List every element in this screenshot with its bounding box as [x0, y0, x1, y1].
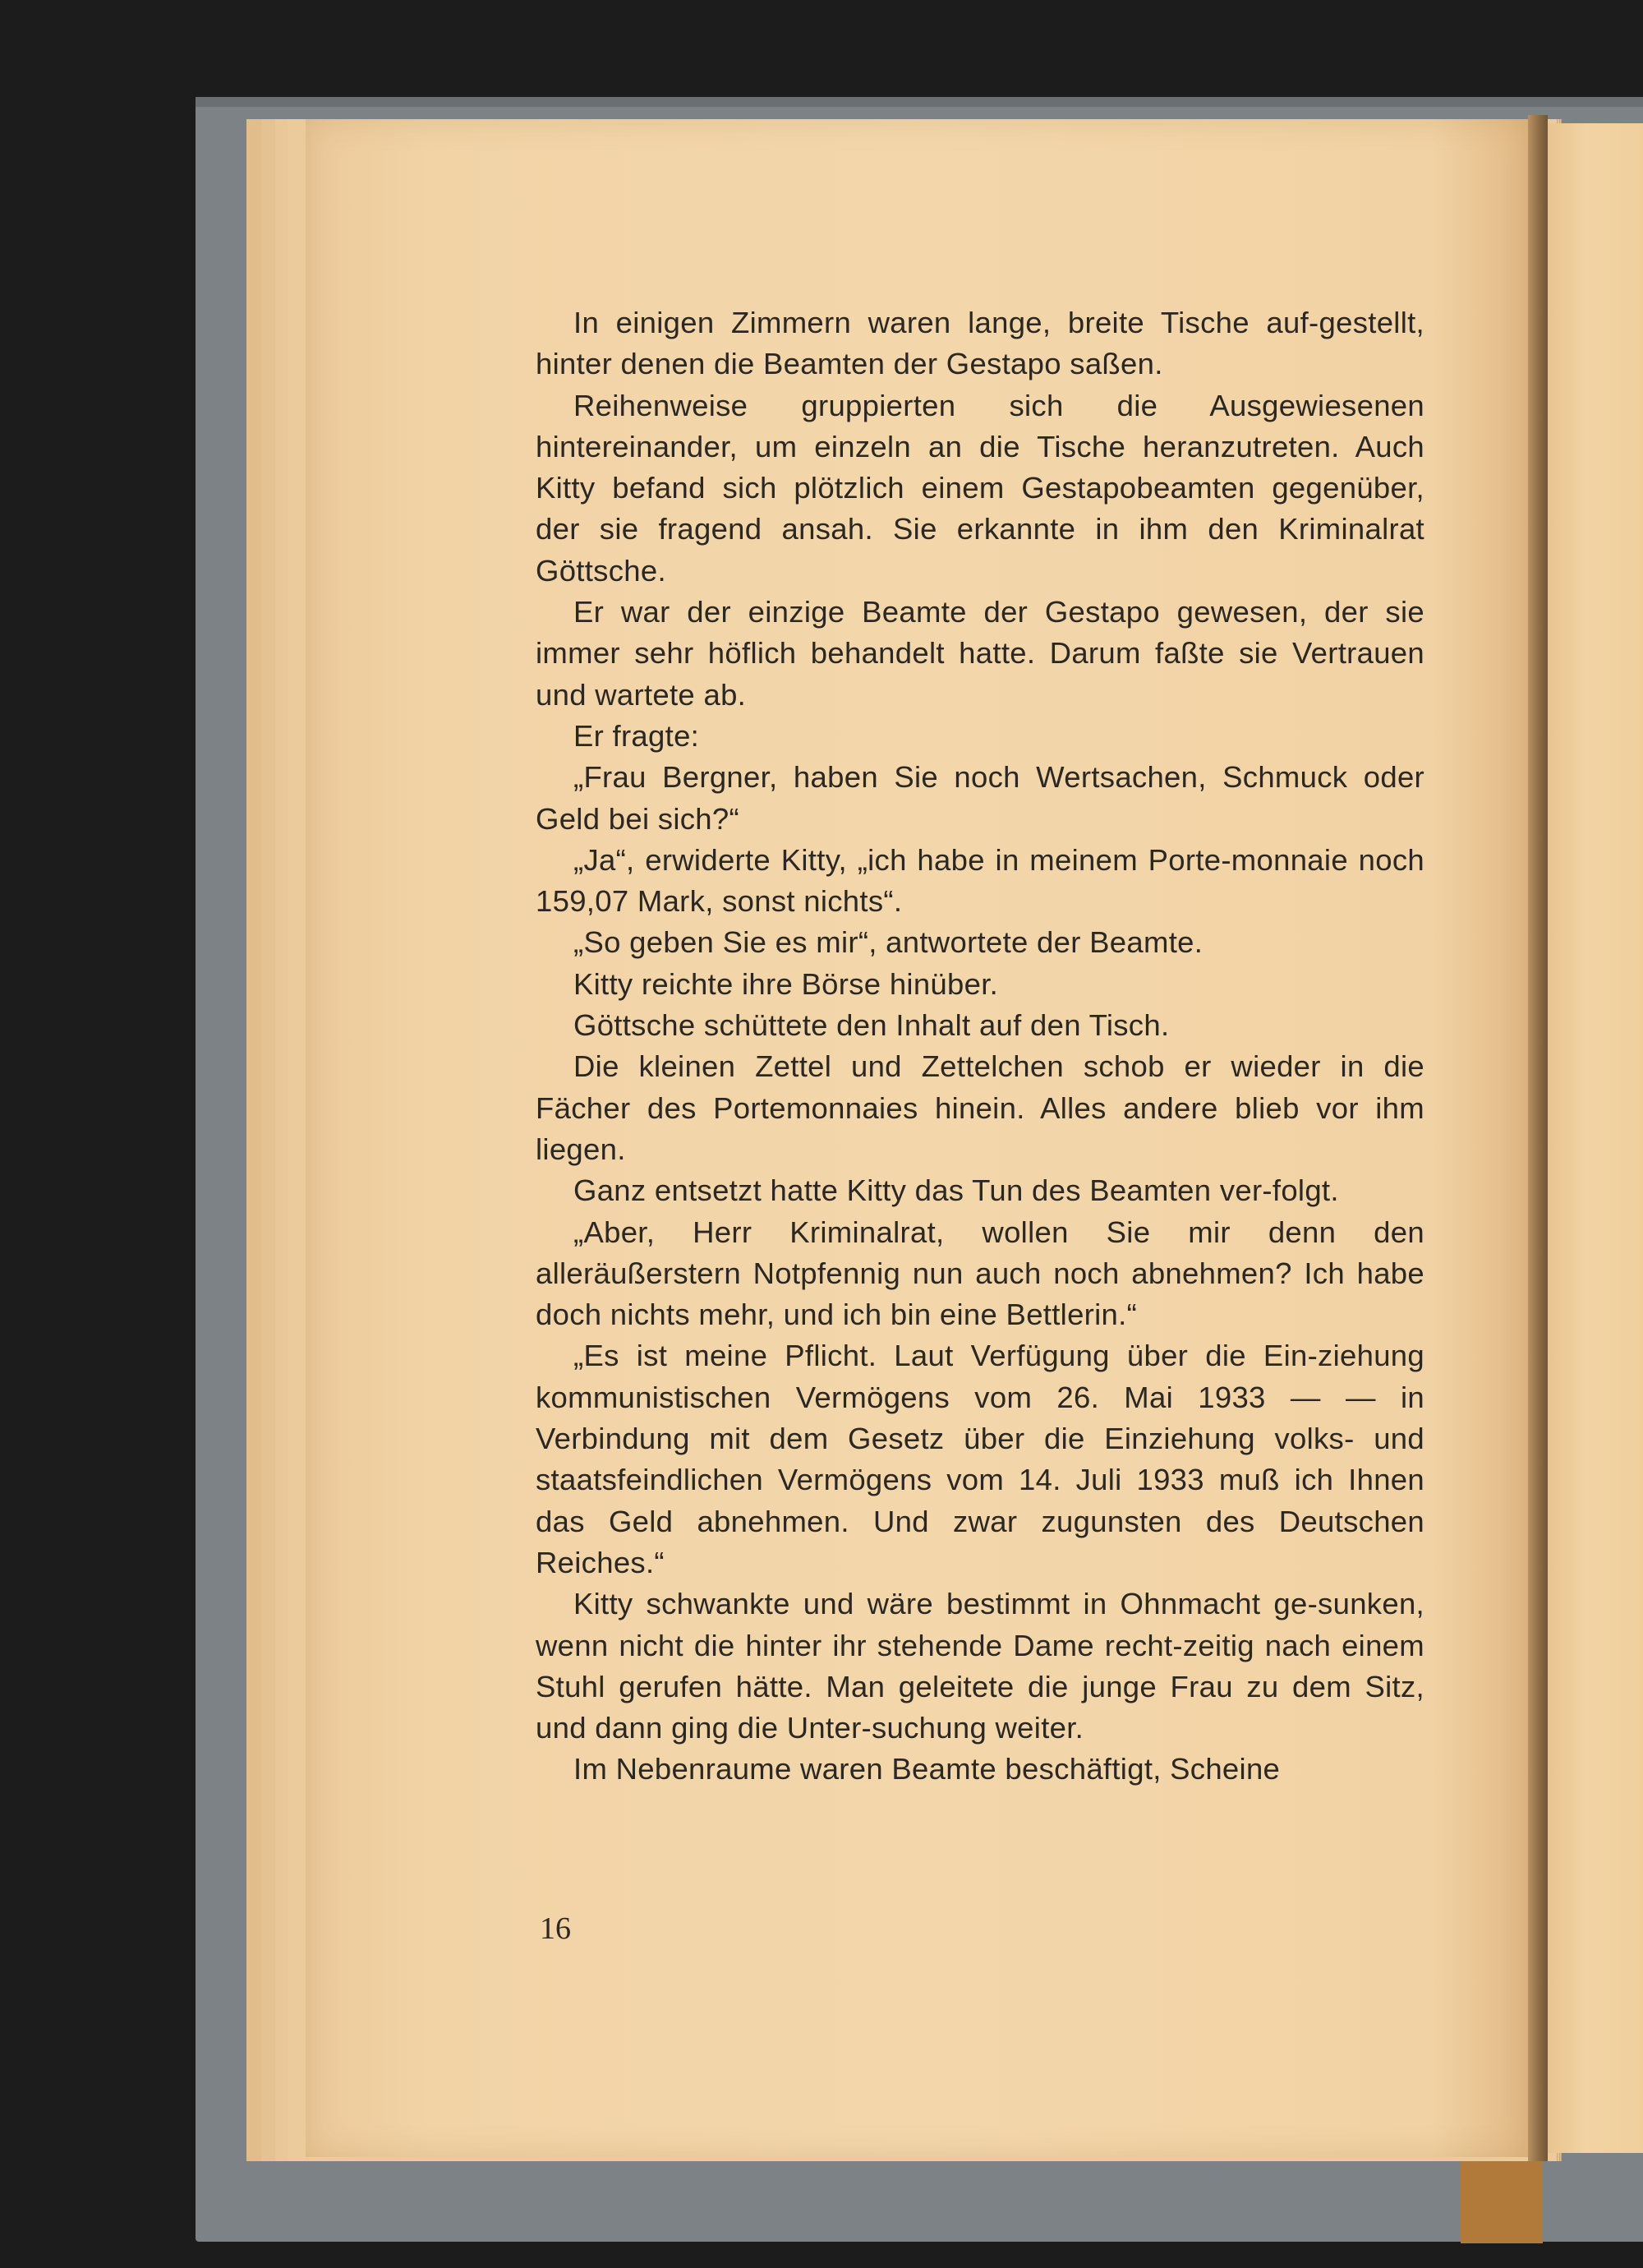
paragraph: Er fragte: — [573, 718, 700, 753]
paragraph: Im Nebenraume waren Beamte beschäftigt, Scheine — [573, 1752, 1281, 1786]
paragraph: Göttsche schüttete den Inhalt auf den Tisch. — [573, 1008, 1170, 1043]
paragraph: Kitty reichte ihre Börse hinüber. — [573, 966, 999, 1001]
paragraph: Ganz entsetzt hatte Kitty das Tun des Beamten ver-folgt. — [573, 1173, 1339, 1208]
spine-cloth — [1461, 2161, 1543, 2243]
paragraph: „Ja“, erwiderte Kitty, „ich habe in meinem Porte-monnaie noch 159,07 Mark, sonst nichts“. — [536, 842, 1424, 919]
cover-edge — [196, 97, 1643, 107]
paragraph: „So geben Sie es mir“, antwortete der Beamte. — [573, 925, 1203, 960]
paragraph: Reihenweise gruppierten sich die Ausgewiesenen hintereinander, um einzeln an die Tische heranzutreten. Auch Kitty befand sich plötzlich einem Gestapobeamten gegenüber, der sie fragend ansah. Sie erkannte in ihm den Kriminalrat Göttsche. — [536, 388, 1424, 588]
paragraph: In einigen Zimmern waren lange, breite Tische auf-gestellt, hinter denen die Beamten der Gestapo saßen. — [536, 306, 1424, 381]
paragraph: „Es ist meine Pflicht. Laut Verfügung über die Ein-ziehung kommunistischen Vermögens vom 26. Mai 1933 — — in Verbindung mit dem Gesetz über die Einziehung volks- und staatsfeindlichen Vermögens vom 14. Juli 1933 muß ich Ihnen das Geld abnehmen. Und zwar zugunsten des Deutschen Reiches.“ — [536, 1339, 1424, 1579]
paragraph: „Aber, Herr Kriminalrat, wollen Sie mir denn den alleräußerstern Notpfennig nun auch noch abnehmen? Ich habe doch nichts mehr, und ich bin eine Bettlerin.“ — [536, 1215, 1424, 1332]
paragraph: „Frau Bergner, haben Sie noch Wertsachen, Schmuck oder Geld bei sich?“ — [536, 760, 1424, 836]
paragraph: Kitty schwankte und wäre bestimmt in Ohnmacht ge-sunken, wenn nicht die hinter ihr stehende Dame recht-zeitig nach einem Stuhl gerufen hätte. Man geleitete die junge Frau zu dem Sitz, und dann ging die Unter-suchung weiter. — [536, 1587, 1424, 1745]
facing-page-edge — [1548, 123, 1643, 2153]
book-gutter — [1528, 115, 1548, 2161]
page-number: 16 — [540, 1911, 571, 1946]
paragraph: Die kleinen Zettel und Zettelchen schob er wieder in die Fächer des Portemonnaies hinein. Alles andere blieb vor ihm liegen. — [536, 1049, 1424, 1166]
paragraph: Er war der einzige Beamte der Gestapo gewesen, der sie immer sehr höflich behandelt hatte. Darum faßte sie Vertrauen und wartete ab. — [536, 595, 1424, 712]
body-text — [536, 302, 1424, 1791]
